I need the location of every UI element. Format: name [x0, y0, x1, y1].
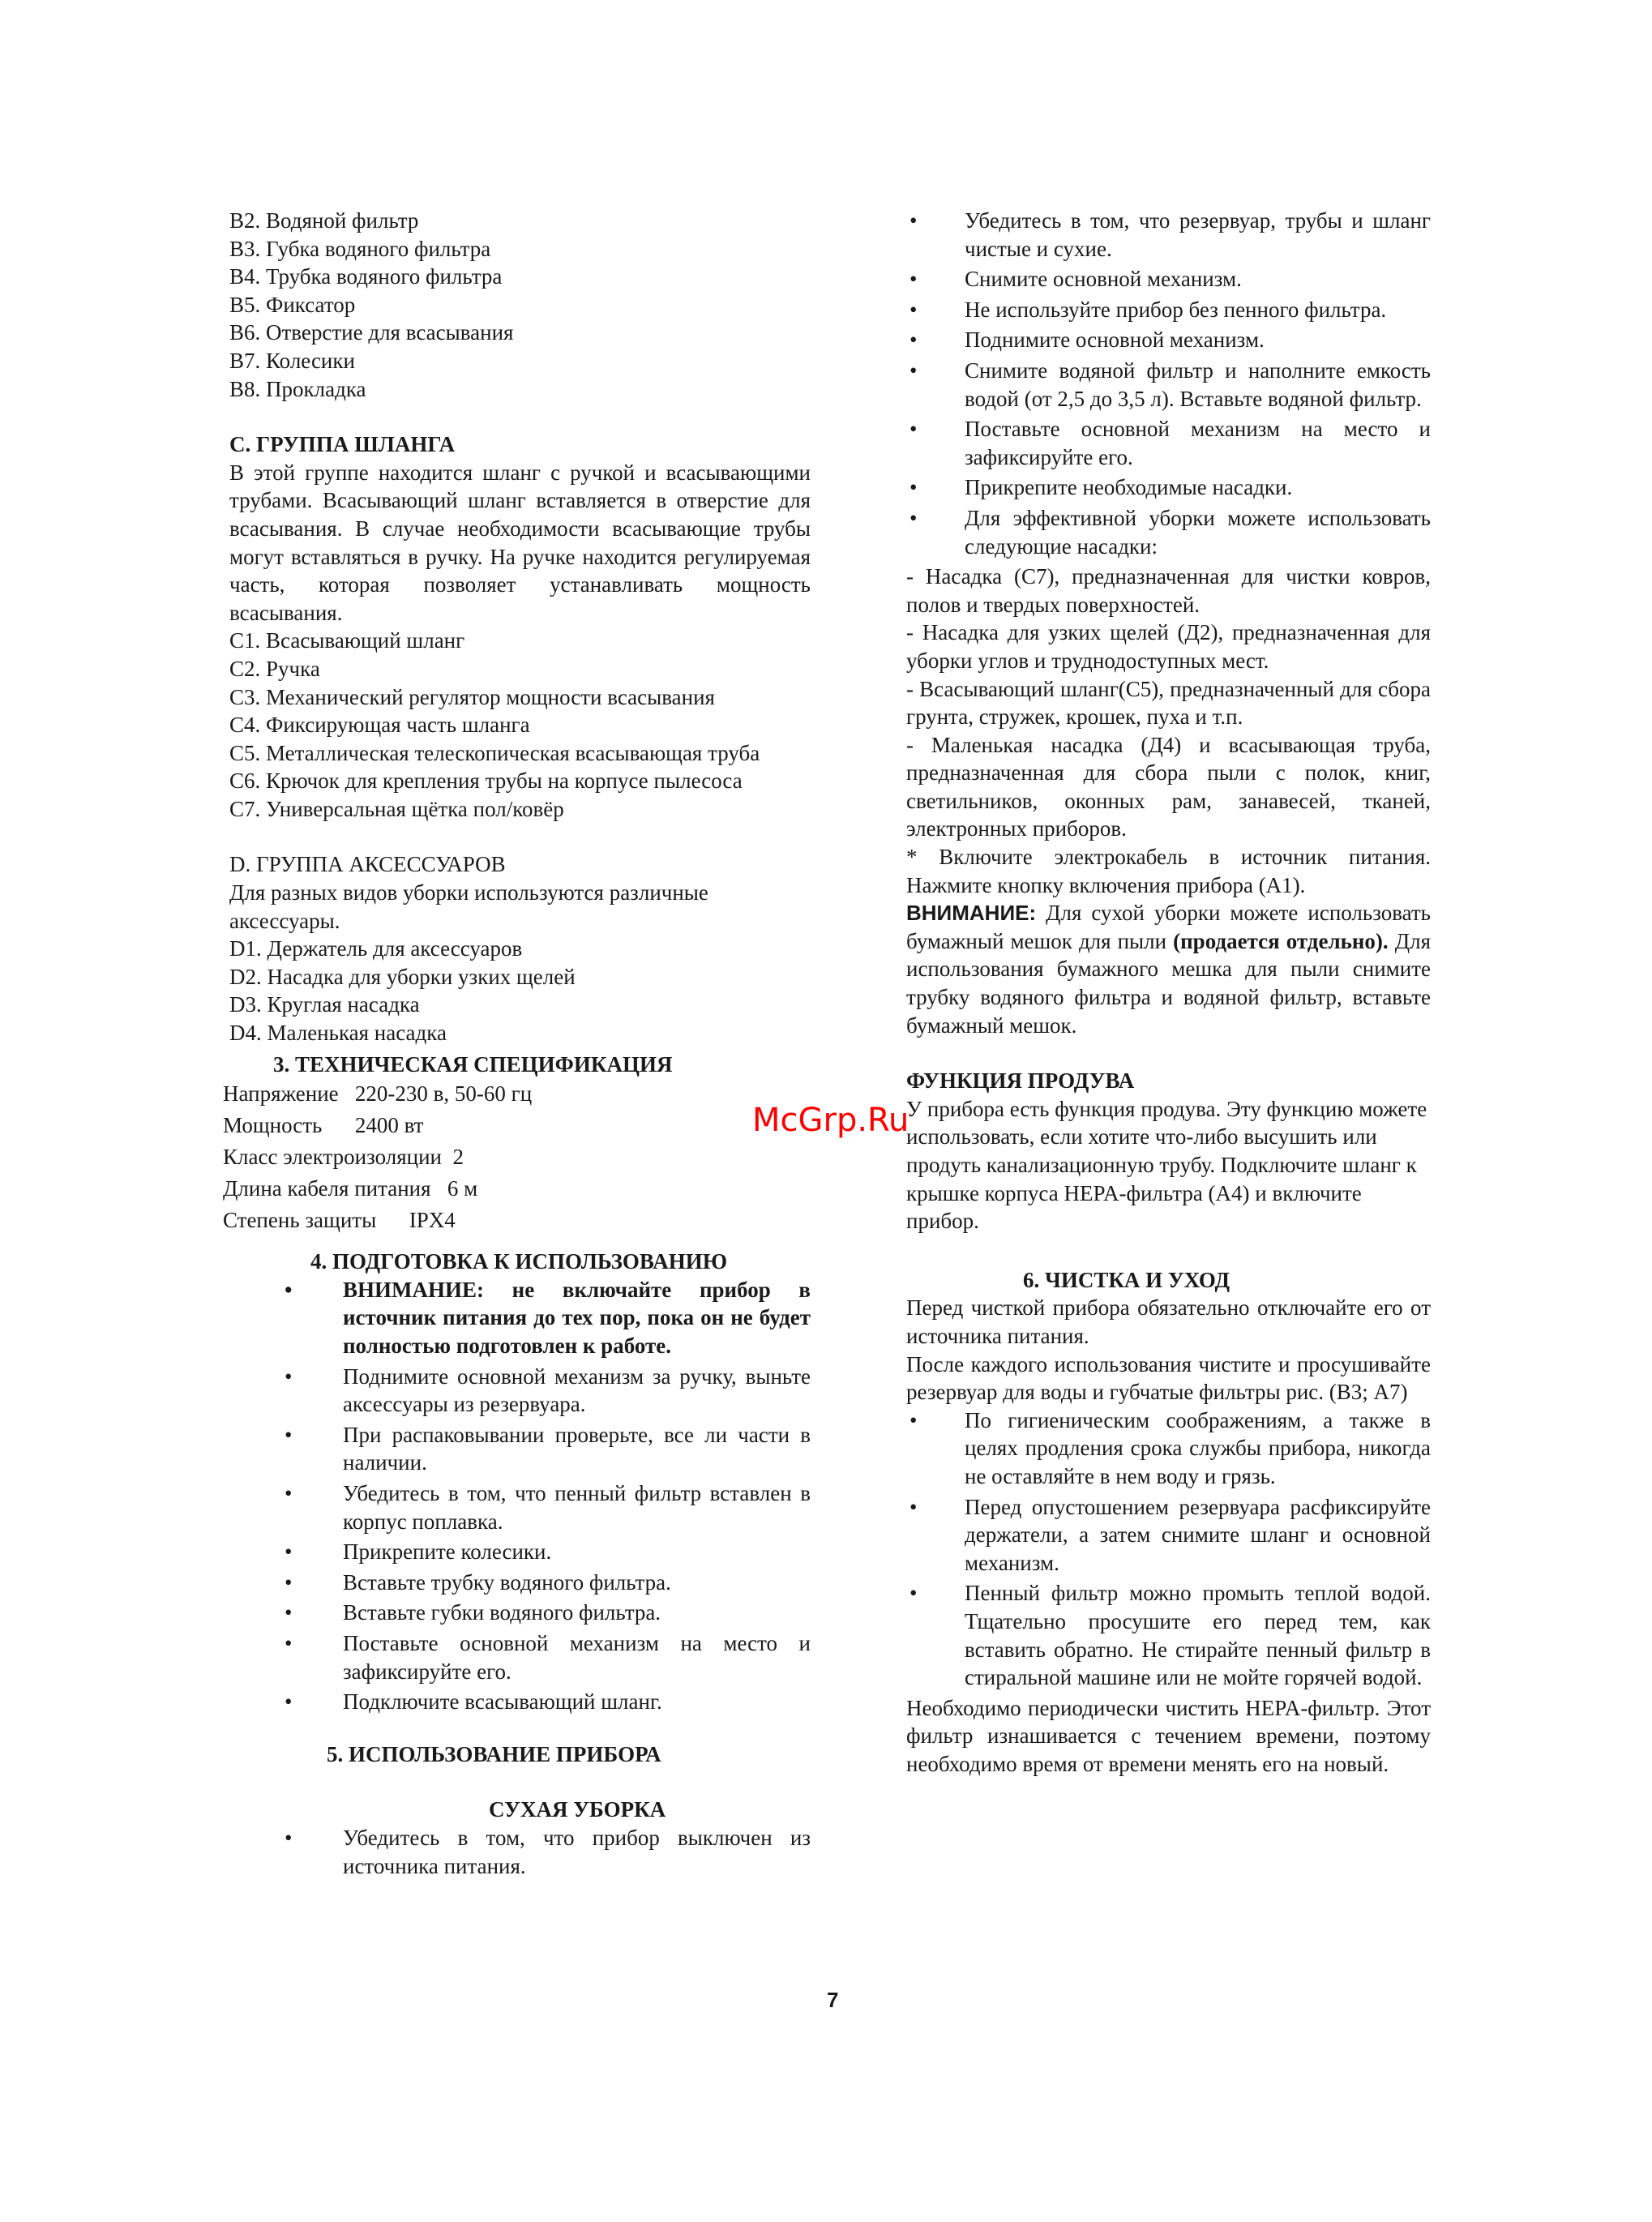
- spec-value: 6 м: [447, 1176, 478, 1201]
- list-item: • Перед опустошением резервуара расфиксируйте держатели, а затем снимите шланг и основной механизм.: [906, 1493, 1431, 1578]
- dry-list: [229, 1824, 811, 1880]
- left-column: [223, 207, 811, 1882]
- spec-table: [223, 1078, 811, 1236]
- list-item: C7. Универсальная щётка пол/ковёр: [229, 796, 564, 821]
- list-item: B2. Водяной фильтр: [229, 208, 419, 233]
- list-b: [229, 207, 811, 403]
- page-number: 7: [827, 1988, 839, 2012]
- list-item: B8. Прокладка: [229, 376, 366, 401]
- spec-label: Степень защиты: [223, 1208, 377, 1233]
- list-item: • Убедитесь в том, что пенный фильтр вставлен в корпус поплавка.: [229, 1479, 811, 1535]
- spec-label: Длина кабеля питания: [223, 1176, 431, 1201]
- list-item: • Прикрепите колесики.: [229, 1538, 811, 1566]
- list-item: • Снимите основной механизм.: [906, 265, 1431, 293]
- list-item: B6. Отверстие для всасывания: [229, 320, 514, 345]
- spec-title: 3. ТЕХНИЧЕСКАЯ СПЕЦИФИКАЦИЯ: [273, 1051, 673, 1077]
- list-item: • Для эффективной уборки можете использовать следующие насадки:: [906, 504, 1431, 560]
- care-paragraph: Перед чисткой прибора обязательно отключайте его от источника питания.: [906, 1295, 1431, 1348]
- list-item: • Убедитесь в том, что прибор выключен из источника питания.: [229, 1824, 811, 1880]
- prep-title: 4. ПОДГОТОВКА К ИСПОЛЬЗОВАНИЮ: [310, 1249, 728, 1274]
- nozzle-line: - Насадка (C7), предназначенная для чистки ковров, полов и твердых поверхностей.: [906, 564, 1431, 617]
- attention-text: Для сухой уборки можете использовать бумажный мешок для пыли: [906, 901, 1431, 953]
- list-d: [229, 935, 811, 1047]
- nozzle-line: - Насадка для узких щелей (Д2), предназначенная для уборки углов и труднодоступных мест.: [906, 620, 1431, 673]
- section-c-text: В этой группе находится шланг с ручкой и всасывающими трубами. Всасывающий шланг вставляется в отверстие для всасывания. В случае необходимости всасывающие трубы могут вставляться в ручку. На ручке находится регулируемая часть, которая позволяет устанавливать мощность всасывания.: [229, 460, 811, 625]
- list-item: B3. Губка водяного фильтра: [229, 236, 491, 261]
- spec-row: [223, 1110, 811, 1141]
- attention-paragraph: [906, 899, 1431, 1039]
- list-item: C5. Металлическая телескопическая всасывающая труба: [229, 740, 760, 765]
- power-text: * Включите электрокабель в источник питания. Нажмите кнопку включения прибора (A1).: [906, 845, 1431, 897]
- list-item: • Вставьте губки водяного фильтра.: [229, 1599, 811, 1627]
- spec-row: [223, 1173, 811, 1205]
- list-item: B4. Трубка водяного фильтра: [229, 264, 503, 289]
- attention-label: ВНИМАНИЕ:: [906, 901, 1037, 926]
- spec-row: [223, 1205, 811, 1236]
- care-paragraph: После каждого использования чистите и просушивайте резервуар для воды и губчатые фильтры рис. (В3; А7): [906, 1351, 1431, 1405]
- nozzle-line: - Маленькая насадка (Д4) и всасывающая труба, предназначенная для сбора пыли с полок, книг, светильников, оконных рам, занавесей, тканей, электронных приборов.: [906, 732, 1431, 841]
- list-item: • Вставьте трубку водяного фильтра.: [229, 1569, 811, 1597]
- usage-list: [906, 207, 1431, 560]
- right-column: [906, 207, 1431, 1778]
- use-title: 5. ИСПОЛЬЗОВАНИЕ ПРИБОРА: [327, 1741, 661, 1766]
- section-d-title: D. ГРУППА АКСЕССУАРОВ: [229, 852, 506, 877]
- section-c-title: C. ГРУППА ШЛАНГА: [229, 432, 456, 457]
- list-item: • Убедитесь в том, что резервуар, трубы и шланг чистые и сухие.: [906, 207, 1431, 263]
- care-list: [906, 1406, 1431, 1692]
- list-item: • Прикрепите необходимые насадки.: [906, 473, 1431, 502]
- blow-title: ФУНКЦИЯ ПРОДУВА: [906, 1068, 1135, 1094]
- nozzle-line: - Всасывающий шланг(С5), предназначенный для сбора грунта, стружек, крошек, пуха и т.п.: [906, 676, 1431, 730]
- list-item: C2. Ручка: [229, 656, 320, 681]
- spec-value: 220-230 в, 50-60 гц: [354, 1081, 533, 1107]
- care-paragraph: Необходимо периодически чистить HEPA-фильтр. Этот фильтр изнашивается с течением времени, поэтому необходимо время от времени менять его на новый.: [906, 1695, 1431, 1776]
- list-item: • При распаковывании проверьте, все ли части в наличии.: [229, 1421, 811, 1477]
- spec-row: [223, 1078, 811, 1110]
- list-item: • Поднимите основной механизм.: [906, 326, 1431, 354]
- spec-label: Мощность: [223, 1113, 323, 1138]
- list-item: • По гигиеническим соображениям, а также в целях продления срока службы прибора, никогда не оставляйте в нем воду и грязь.: [906, 1406, 1431, 1491]
- spec-value: 2400 вт: [354, 1113, 424, 1138]
- spec-value: IPX4: [409, 1208, 456, 1233]
- list-item: B5. Фиксатор: [229, 292, 356, 317]
- spec-label: Напряжение: [223, 1081, 339, 1107]
- spec-value: 2: [452, 1145, 464, 1170]
- blow-text: У прибора есть функция продува. Эту функцию можете использовать, если хотите что-либо высушить или продуть канализационную трубу. Подключите шланг к крышке корпуса HEPA-фильтра (A4) и включите прибор.: [906, 1096, 1427, 1234]
- list-item: D3. Круглая насадка: [229, 992, 420, 1017]
- prep-list: [229, 1276, 811, 1716]
- list-item: • Снимите водяной фильтр и наполните емкость водой (от 2,5 до 3,5 л). Вставьте водяной фильтр.: [906, 357, 1431, 413]
- list-item: • Поднимите основной механизм за ручку, выньте аксессуары из резервуара.: [229, 1363, 811, 1419]
- list-item: C1. Всасывающий шланг: [229, 628, 465, 653]
- attention-text-2: Для использования бумажного мешка для пыли снимите трубку водяного фильтра и водяной фильтр, вставьте бумажный мешок.: [906, 928, 1431, 1038]
- spec-label: Класс электроизоляции: [223, 1145, 442, 1170]
- list-item: C3. Механический регулятор мощности всасывания: [229, 684, 715, 709]
- list-c: [229, 627, 811, 823]
- list-item: • ВНИМАНИЕ: не включайте прибор в источник питания до тех пор, пока он не будет полностью подготовлен к работе.: [229, 1276, 811, 1360]
- list-item: D4. Маленькая насадка: [229, 1021, 447, 1046]
- list-item: C4. Фиксирующая часть шланга: [229, 713, 530, 738]
- list-item: D2. Насадка для уборки узких щелей: [229, 964, 576, 989]
- list-item: • Пенный фильтр можно промыть теплой водой. Тщательно просушите его перед тем, как вставить обратно. Не стирайте пенный фильтр в стиральной машине или не мойте горячей водой.: [906, 1579, 1431, 1691]
- list-item: • Поставьте основной механизм на место и зафиксируйте его.: [229, 1629, 811, 1685]
- list-item: • Подключите всасывающий шланг.: [229, 1688, 811, 1716]
- attention-bold: (продается отдельно).: [1173, 928, 1389, 953]
- list-item: C6. Крючок для крепления трубы на корпусе пылесоса: [229, 768, 743, 794]
- dry-title: СУХАЯ УБОРКА: [489, 1797, 666, 1822]
- watermark: McGrp.Ru: [752, 1102, 909, 1139]
- section-d-text: Для разных видов уборки используются различные аксессуары.: [229, 880, 708, 933]
- list-item: • Поставьте основной механизм на место и зафиксируйте его.: [906, 415, 1431, 471]
- list-item: • Не используйте прибор без пенного фильтра.: [906, 296, 1431, 324]
- care-title: 6. ЧИСТКА И УХОД: [1023, 1267, 1230, 1292]
- list-item: D1. Держатель для аксессуаров: [229, 936, 523, 961]
- list-item: B7. Колесики: [229, 348, 355, 373]
- spec-row: [223, 1141, 811, 1173]
